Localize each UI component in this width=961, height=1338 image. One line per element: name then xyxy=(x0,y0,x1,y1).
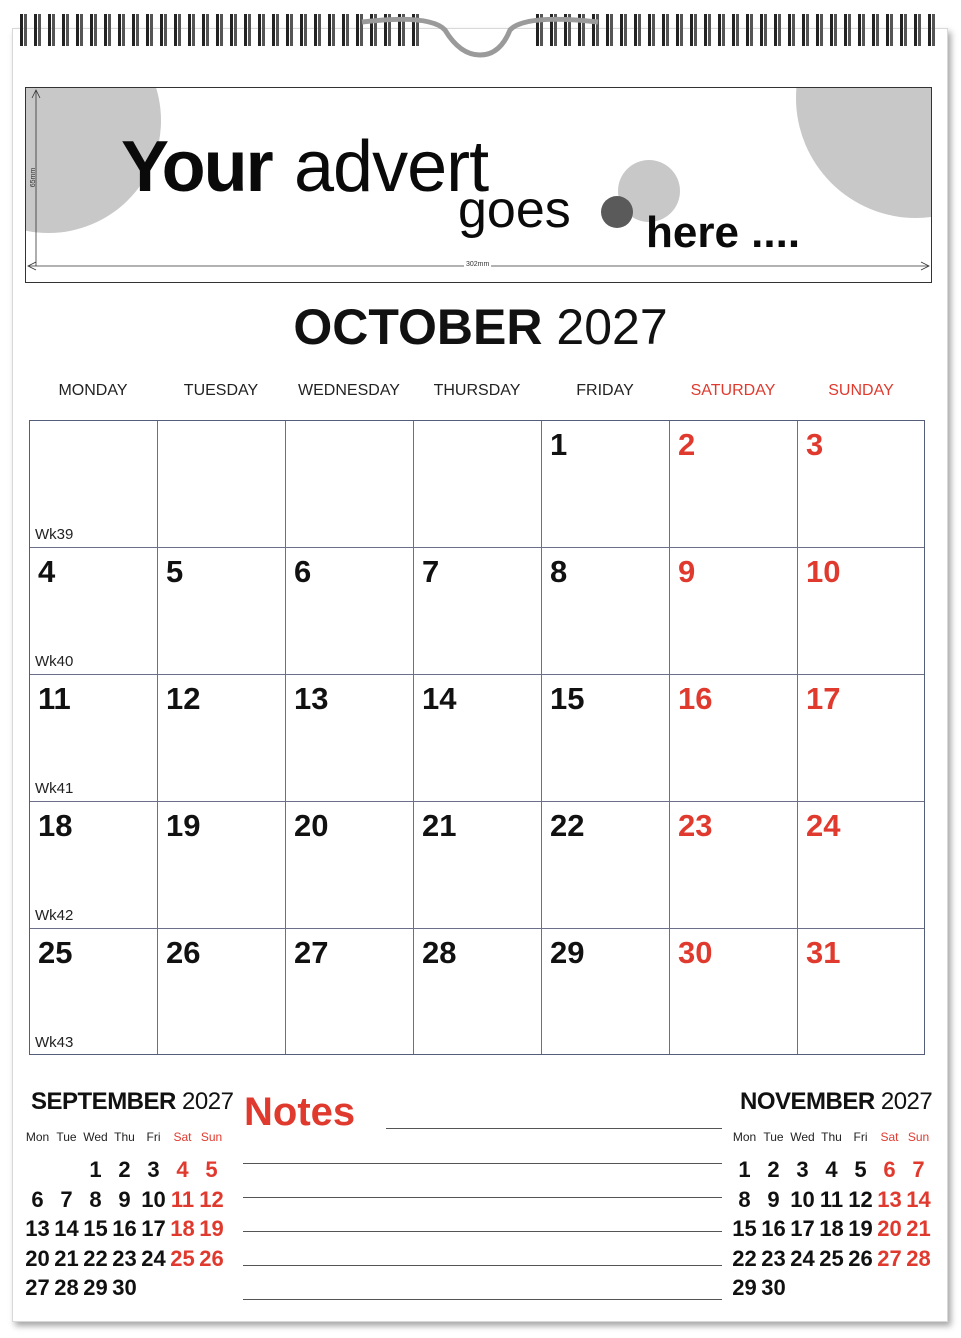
mini-weekday: Fri xyxy=(146,1130,161,1144)
day-number: 26 xyxy=(166,935,201,970)
binding-coil xyxy=(802,14,805,46)
binding-coil xyxy=(918,14,921,46)
mini-day: 7 xyxy=(912,1157,925,1182)
next-month-year: 2027 xyxy=(880,1088,933,1115)
binding-coil xyxy=(886,14,889,46)
day-number: 3 xyxy=(806,427,824,462)
binding-coil xyxy=(676,14,679,46)
binding-coil xyxy=(774,14,777,46)
mini-day: 18 xyxy=(819,1216,844,1241)
day-cell xyxy=(286,421,414,548)
binding-coil xyxy=(66,14,69,46)
weekday-wednesday: WEDNESDAY xyxy=(298,382,400,399)
day-number: 2 xyxy=(678,427,696,462)
advert-word-advert: advert xyxy=(294,127,489,207)
binding-coil xyxy=(220,14,223,46)
day-cell xyxy=(286,802,414,929)
mini-day: 8 xyxy=(89,1186,102,1212)
mini-day: 3 xyxy=(796,1157,809,1182)
binding-coil xyxy=(610,14,613,46)
mini-day: 19 xyxy=(199,1216,224,1241)
day-cell xyxy=(542,548,670,675)
binding-coil xyxy=(900,14,903,46)
mini-day: 30 xyxy=(761,1275,786,1300)
mini-day: 14 xyxy=(54,1216,79,1241)
mini-weekday: Tue xyxy=(56,1130,77,1144)
binding-coil xyxy=(764,14,767,46)
day-number: 23 xyxy=(678,808,713,843)
day-cell xyxy=(286,548,414,675)
mini-day: 3 xyxy=(147,1157,160,1182)
binding-coil xyxy=(52,14,55,46)
binding-coil xyxy=(704,14,707,46)
binding-coil xyxy=(862,14,865,46)
day-cell xyxy=(414,421,542,548)
binding-coil xyxy=(174,14,177,46)
binding-coil xyxy=(760,14,763,46)
day-number: 4 xyxy=(38,554,56,589)
notes-label: Notes xyxy=(244,1090,356,1134)
mini-day: 29 xyxy=(83,1275,108,1300)
day-cell xyxy=(414,675,542,802)
binding-coil xyxy=(248,14,251,46)
binding-coil xyxy=(346,14,349,46)
mini-weekday: Thu xyxy=(114,1130,135,1144)
mini-day: 13 xyxy=(877,1186,902,1212)
binding-coil xyxy=(932,14,935,46)
binding-coil xyxy=(834,14,837,46)
month-title xyxy=(0,298,961,356)
mini-day: 16 xyxy=(112,1216,137,1241)
mini-day: 2 xyxy=(118,1157,131,1182)
hanger-hook xyxy=(362,19,598,55)
binding-coil xyxy=(146,14,149,46)
mini-day: 8 xyxy=(738,1186,751,1212)
binding-coil xyxy=(328,14,331,46)
week-number: Wk42 xyxy=(35,907,74,924)
binding-coil xyxy=(150,14,153,46)
binding-coil xyxy=(624,14,627,46)
binding-coil xyxy=(304,14,307,46)
mini-day: 21 xyxy=(54,1245,79,1271)
binding-coil xyxy=(318,14,321,46)
day-number: 30 xyxy=(678,935,713,970)
mini-weekday: Sun xyxy=(200,1130,223,1144)
day-cell xyxy=(798,548,924,675)
mini-day: 22 xyxy=(83,1245,108,1271)
week-number: Wk41 xyxy=(35,780,74,797)
binding-coil xyxy=(192,14,195,46)
binding-coil xyxy=(694,14,697,46)
weekday-sunday: SUNDAY xyxy=(828,382,894,399)
binding-coil xyxy=(216,14,219,46)
day-cell xyxy=(158,675,286,802)
advert-banner xyxy=(25,87,932,283)
binding-coil xyxy=(606,14,609,46)
binding-coil xyxy=(592,14,595,46)
mini-day: 17 xyxy=(790,1216,815,1241)
binding-coil xyxy=(314,14,317,46)
mini-day: 22 xyxy=(732,1245,757,1271)
binding-coil xyxy=(356,14,359,46)
day-cell xyxy=(670,929,798,1054)
binding-coils-right xyxy=(536,14,935,46)
day-cell xyxy=(414,548,542,675)
mini-day: 15 xyxy=(732,1216,757,1241)
mini-day: 17 xyxy=(141,1216,166,1241)
weekday-friday: FRIDAY xyxy=(576,382,634,399)
binding-coil xyxy=(638,14,641,46)
day-number: 22 xyxy=(550,808,585,843)
prev-month-title xyxy=(31,1088,233,1116)
mini-day: 23 xyxy=(761,1245,786,1271)
binding-coil xyxy=(876,14,879,46)
binding-coil xyxy=(662,14,665,46)
mini-day: 9 xyxy=(767,1186,780,1212)
mini-day: 5 xyxy=(205,1157,218,1182)
binding-coil xyxy=(332,14,335,46)
binding-coil xyxy=(136,14,139,46)
binding-coil xyxy=(132,14,135,46)
day-cell xyxy=(798,929,924,1054)
binding-coil xyxy=(596,14,599,46)
binding-coil xyxy=(290,14,293,46)
mini-day: 27 xyxy=(877,1245,902,1271)
binding-coil xyxy=(286,14,289,46)
binding-coil xyxy=(778,14,781,46)
note-line[interactable] xyxy=(243,1231,722,1232)
binding-coil xyxy=(188,14,191,46)
day-cell xyxy=(158,421,286,548)
binding-coil xyxy=(38,14,41,46)
day-cell xyxy=(158,929,286,1054)
binding-coil xyxy=(234,14,237,46)
mini-day: 27 xyxy=(25,1275,50,1300)
binding-coil xyxy=(736,14,739,46)
day-number: 16 xyxy=(678,681,713,716)
binding-coil xyxy=(206,14,209,46)
binding-coil xyxy=(48,14,51,46)
day-number: 13 xyxy=(294,681,329,716)
day-number: 7 xyxy=(422,554,440,589)
mini-weekday: Mon xyxy=(732,1130,757,1144)
binding-coil xyxy=(690,14,693,46)
day-cell xyxy=(670,421,798,548)
prev-month-name: SEPTEMBER xyxy=(31,1088,176,1115)
mini-day: 29 xyxy=(732,1275,757,1300)
binding-coil xyxy=(652,14,655,46)
binding-coil xyxy=(62,14,65,46)
binding-coil xyxy=(90,14,93,46)
mini-day: 26 xyxy=(848,1245,873,1271)
weekday-monday: MONDAY xyxy=(58,382,128,399)
binding-coil xyxy=(718,14,721,46)
binding-coil xyxy=(634,14,637,46)
binding-coil xyxy=(746,14,749,46)
wire-binding xyxy=(0,0,961,62)
advert-word-goes: goes xyxy=(458,181,571,239)
month-name: OCTOBER xyxy=(293,299,543,355)
mini-day: 13 xyxy=(25,1216,50,1241)
day-number: 11 xyxy=(38,681,71,716)
day-cell xyxy=(286,675,414,802)
day-number: 21 xyxy=(422,808,457,843)
mini-day: 9 xyxy=(118,1186,131,1212)
mini-day: 11 xyxy=(819,1186,844,1212)
day-number: 31 xyxy=(806,935,841,970)
mini-day: 10 xyxy=(790,1186,815,1212)
mini-day: 6 xyxy=(31,1186,44,1212)
weekday-thursday: THURSDAY xyxy=(433,382,521,399)
note-line[interactable] xyxy=(243,1299,722,1300)
day-number: 15 xyxy=(550,681,585,716)
day-cell xyxy=(286,929,414,1054)
binding-coil xyxy=(244,14,247,46)
prev-month-year: 2027 xyxy=(182,1088,234,1115)
binding-coil xyxy=(928,14,931,46)
binding-coil xyxy=(164,14,167,46)
binding-coil xyxy=(108,14,111,46)
day-number: 24 xyxy=(806,808,841,843)
mini-day: 18 xyxy=(170,1216,195,1241)
note-line[interactable] xyxy=(243,1265,722,1266)
binding-coil xyxy=(34,14,37,46)
binding-coil xyxy=(844,14,847,46)
advert-word-here: here .... xyxy=(646,208,801,257)
mini-day: 28 xyxy=(906,1245,931,1271)
day-cell xyxy=(542,421,670,548)
day-number: 28 xyxy=(422,935,457,970)
mini-day: 26 xyxy=(199,1245,224,1271)
day-cell xyxy=(670,802,798,929)
day-cell xyxy=(158,802,286,929)
binding-coil xyxy=(914,14,917,46)
dimension-arrows xyxy=(26,88,931,282)
dimension-height-label: 65mm xyxy=(30,167,38,188)
binding-coil xyxy=(858,14,861,46)
binding-coil xyxy=(122,14,125,46)
mini-weekday: Sat xyxy=(880,1130,899,1144)
mini-day: 25 xyxy=(819,1245,844,1271)
note-line[interactable] xyxy=(243,1197,722,1198)
day-cell xyxy=(542,802,670,929)
binding-coil xyxy=(666,14,669,46)
binding-coil xyxy=(820,14,823,46)
binding-coil xyxy=(816,14,819,46)
binding-coil xyxy=(848,14,851,46)
binding-coil xyxy=(24,14,27,46)
binding-coil xyxy=(202,14,205,46)
mini-weekday: Fri xyxy=(853,1130,868,1144)
mini-day: 1 xyxy=(89,1157,102,1182)
mini-day: 4 xyxy=(176,1157,189,1182)
mini-day: 16 xyxy=(761,1216,786,1241)
mini-weekday: Mon xyxy=(25,1130,50,1144)
mini-day: 12 xyxy=(848,1186,873,1212)
mini-day: 5 xyxy=(854,1157,867,1182)
mini-day: 23 xyxy=(112,1245,137,1271)
day-number: 14 xyxy=(422,681,457,716)
mini-day: 21 xyxy=(906,1216,931,1241)
binding-coil xyxy=(360,14,363,46)
binding-coil xyxy=(76,14,79,46)
binding-coil xyxy=(732,14,735,46)
binding-coil xyxy=(722,14,725,46)
binding-coil xyxy=(680,14,683,46)
mini-day: 24 xyxy=(141,1245,166,1271)
day-cell xyxy=(542,675,670,802)
mini-day: 14 xyxy=(906,1186,931,1212)
day-number: 12 xyxy=(166,681,201,716)
binding-coil xyxy=(750,14,753,46)
weekday-saturday: SATURDAY xyxy=(690,382,776,399)
day-number: 19 xyxy=(166,808,201,843)
binding-coil xyxy=(160,14,163,46)
day-cell xyxy=(670,675,798,802)
day-number: 27 xyxy=(294,935,329,970)
week-number: Wk39 xyxy=(35,526,74,543)
note-line[interactable] xyxy=(386,1128,722,1129)
binding-coil xyxy=(300,14,303,46)
mini-weekday: Tue xyxy=(763,1130,784,1144)
mini-day: 12 xyxy=(199,1186,224,1212)
mini-day: 19 xyxy=(848,1216,873,1241)
day-number: 17 xyxy=(806,681,841,716)
month-year: 2027 xyxy=(556,299,668,355)
month-grid xyxy=(29,420,925,1055)
day-number: 20 xyxy=(294,808,329,843)
binding-coil xyxy=(872,14,875,46)
day-cell xyxy=(414,802,542,929)
binding-coil xyxy=(104,14,107,46)
advert-word-your: Your xyxy=(121,127,272,207)
day-number: 5 xyxy=(166,554,184,589)
binding-coil xyxy=(342,14,345,46)
mini-day: 20 xyxy=(877,1216,902,1241)
binding-coil xyxy=(792,14,795,46)
day-cell xyxy=(798,421,924,548)
mini-day: 15 xyxy=(83,1216,108,1241)
binding-coil xyxy=(80,14,83,46)
day-cell xyxy=(798,675,924,802)
week-number: Wk40 xyxy=(35,653,74,670)
binding-coil xyxy=(620,14,623,46)
dimension-width-label: 302mm xyxy=(466,261,490,268)
next-month-title xyxy=(740,1088,932,1116)
mini-day: 25 xyxy=(170,1245,195,1271)
mini-day: 30 xyxy=(112,1275,137,1300)
day-cell xyxy=(542,929,670,1054)
day-number: 9 xyxy=(678,554,696,589)
binding-coil xyxy=(262,14,265,46)
binding-coil xyxy=(890,14,893,46)
binding-coil xyxy=(830,14,833,46)
day-cell xyxy=(414,929,542,1054)
binding-coil xyxy=(904,14,907,46)
binding-coil xyxy=(118,14,121,46)
mini-day: 20 xyxy=(25,1245,50,1271)
binding-coil xyxy=(258,14,261,46)
day-number: 6 xyxy=(294,554,312,589)
mini-day: 6 xyxy=(883,1157,896,1182)
mini-weekday: Wed xyxy=(790,1130,815,1144)
binding-coils-left xyxy=(20,14,419,46)
binding-coil xyxy=(94,14,97,46)
day-number: 1 xyxy=(550,427,568,462)
mini-day: 1 xyxy=(738,1157,751,1182)
binding-coil xyxy=(178,14,181,46)
day-number: 8 xyxy=(550,554,568,589)
binding-coil xyxy=(272,14,275,46)
day-cell xyxy=(670,548,798,675)
mini-weekday: Sun xyxy=(907,1130,930,1144)
mini-day: 10 xyxy=(141,1186,166,1212)
week-number: Wk43 xyxy=(35,1034,74,1051)
day-number: 25 xyxy=(38,935,73,970)
day-number: 18 xyxy=(38,808,73,843)
binding-coil xyxy=(230,14,233,46)
mini-day: 28 xyxy=(54,1275,79,1300)
mini-weekday: Wed xyxy=(83,1130,108,1144)
binding-coil xyxy=(20,14,23,46)
binding-coil xyxy=(276,14,279,46)
weekday-tuesday: TUESDAY xyxy=(183,382,259,399)
mini-weekday: Sat xyxy=(173,1130,192,1144)
mini-day: 11 xyxy=(170,1186,195,1212)
note-line[interactable] xyxy=(243,1163,722,1164)
mini-day: 2 xyxy=(767,1157,780,1182)
next-month-name: NOVEMBER xyxy=(740,1088,875,1115)
mini-day: 4 xyxy=(825,1157,838,1182)
binding-coil xyxy=(788,14,791,46)
mini-weekday: Thu xyxy=(821,1130,842,1144)
day-cell xyxy=(158,548,286,675)
binding-coil xyxy=(806,14,809,46)
day-number: 10 xyxy=(806,554,841,589)
mini-day: 7 xyxy=(60,1186,73,1212)
mini-day: 24 xyxy=(790,1245,815,1271)
binding-coil xyxy=(708,14,711,46)
day-number: 29 xyxy=(550,935,585,970)
day-cell xyxy=(798,802,924,929)
binding-coil xyxy=(648,14,651,46)
